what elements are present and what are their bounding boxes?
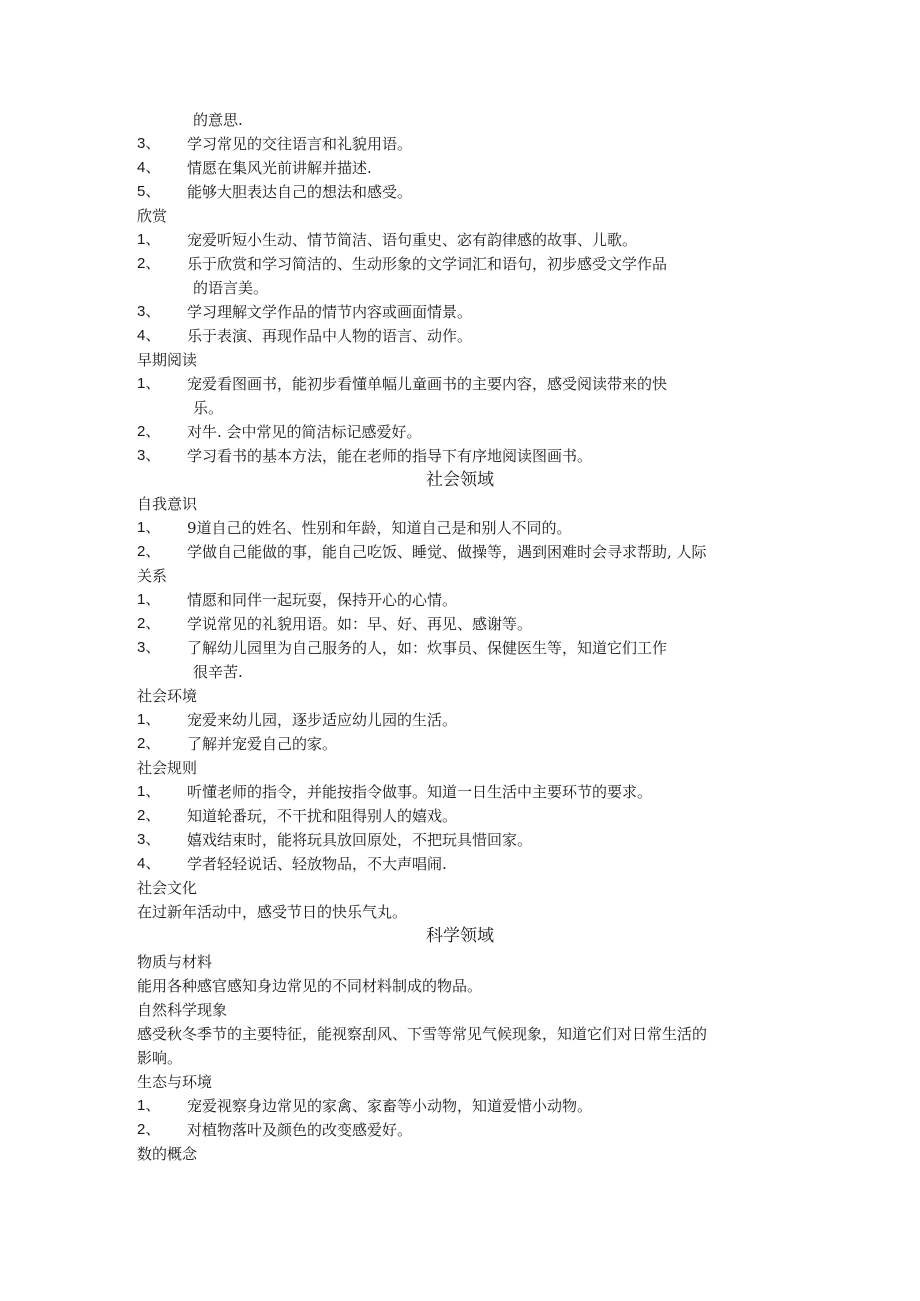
list-item-text: 学说常见的礼貌用语。如：早、好、再见、感谢等。 <box>187 615 533 633</box>
list-item-text: 学习看书的基本方法，能在老师的指导下有序地阅读图画书。 <box>187 447 593 465</box>
section-heading: 科学领域 <box>426 926 494 945</box>
list-item-number: 5、 <box>137 183 161 200</box>
list-item-number: 1、 <box>137 711 161 728</box>
list-item-text: 知道轮番玩，不干扰和阻得别人的嬉戏。 <box>187 807 458 825</box>
list-item-continuation: 的语言美。 <box>193 279 269 297</box>
paragraph-line: 社会规则 <box>137 759 198 777</box>
list-item-number: 2、 <box>137 615 161 632</box>
paragraph-line: 社会文化 <box>137 879 198 897</box>
list-item-text: 乐于欣赏和学习简洁的、生动形象的文学词汇和语句，初步感受文学作品 <box>187 255 668 273</box>
list-item-number: 1、 <box>137 519 161 536</box>
paragraph-line: 数的概念 <box>137 1145 198 1163</box>
paragraph-line: 自然科学现象 <box>137 1001 228 1019</box>
paragraph-line: 感受秋冬季节的主要特征，能视察刮风、下雪等常见气候现象，知道它们对日常生活的 <box>137 1025 708 1043</box>
list-item-text: 乐于表演、再现作品中人物的语言、动作。 <box>187 327 473 345</box>
list-item-number: 1、 <box>137 783 161 800</box>
paragraph-line: 社会环境 <box>137 687 198 705</box>
list-item-text: 9道自己的姓名、性别和年龄，知道自己是和别人不同的。 <box>187 519 572 537</box>
list-item-text: 听懂老师的指令，并能按指令做事。知道一日生活中主要环节的要求。 <box>187 783 653 801</box>
list-item-text: 学习理解文学作品的情节内容或画面情景。 <box>187 303 473 321</box>
list-item-text: 了解并宠爱自己的家。 <box>187 735 338 753</box>
list-item-text: 情愿和同伴一起玩耍，保持开心的心情。 <box>187 591 458 609</box>
list-item-text: 宠爱来幼儿园，逐步适应幼儿园的生活。 <box>187 711 458 729</box>
list-item-text: 对植物落叶及颜色的改变感爱好。 <box>187 1121 413 1139</box>
list-item-text: 情愿在集风光前讲解并描述. <box>187 159 372 177</box>
list-item-number: 2、 <box>137 543 161 560</box>
list-item-text: 学做自己能做的事，能自己吃饭、睡觉、做操等，遇到困难时会寻求帮助, 人际 <box>187 543 707 561</box>
list-item-number: 1、 <box>137 591 161 608</box>
list-item-number: 3、 <box>137 639 161 656</box>
section-heading: 社会领域 <box>426 470 494 489</box>
list-item-number: 3、 <box>137 831 161 848</box>
list-item-text: 了解幼儿园里为自己服务的人，如：炊事员、保健医生等，知道它们工作 <box>187 639 668 657</box>
paragraph-line: 物质与材料 <box>137 953 213 971</box>
list-item-number: 4、 <box>137 159 161 176</box>
list-item-number: 1、 <box>137 375 161 392</box>
list-item-text: 学习常见的交往语言和礼貌用语。 <box>187 135 413 153</box>
list-item-continuation: 的意思. <box>193 111 243 129</box>
list-item-number: 4、 <box>137 855 161 872</box>
list-item-number: 2、 <box>137 423 161 440</box>
list-item-text: 宠爱视察身边常见的家禽、家畜等小动物，知道爱惜小动物。 <box>187 1097 593 1115</box>
paragraph-line: 在过新年活动中，感受节日的快乐气丸。 <box>137 903 408 921</box>
list-item-text: 学者轻轻说话、轻放物品，不大声唱闹. <box>187 855 447 873</box>
list-item-continuation: 乐。 <box>193 399 224 417</box>
list-item-text: 嬉戏结束时，能将玩具放回原处，不把玩具惜回家。 <box>187 831 533 849</box>
paragraph-line: 影响。 <box>137 1049 183 1067</box>
list-item-text: 对牛. 会中常见的简洁标记感爱好。 <box>187 423 422 441</box>
list-item-number: 3、 <box>137 447 161 464</box>
paragraph-line: 能用各种感官感知身边常见的不同材料制成的物品。 <box>137 977 483 995</box>
paragraph-line: 生态与环境 <box>137 1073 213 1091</box>
list-item-number: 2、 <box>137 735 161 752</box>
list-item-number: 4、 <box>137 327 161 344</box>
paragraph-line: 关系 <box>137 567 168 585</box>
list-item-number: 3、 <box>137 303 161 320</box>
list-item-number: 2、 <box>137 807 161 824</box>
list-item-number: 1、 <box>137 1097 161 1114</box>
list-item-number: 1、 <box>137 231 161 248</box>
paragraph-line: 自我意识 <box>137 495 198 513</box>
paragraph-line: 欣赏 <box>137 207 168 225</box>
list-item-number: 2、 <box>137 255 161 272</box>
list-item-number: 3、 <box>137 135 161 152</box>
list-item-text: 能够大胆表达自己的想法和感受。 <box>187 183 413 201</box>
list-item-text: 宠爱看图画书，能初步看懂单幅儿童画书的主要内容，感受阅读带来的快 <box>187 375 668 393</box>
list-item-continuation: 很辛苦. <box>193 663 243 681</box>
paragraph-line: 早期阅读 <box>137 351 198 369</box>
list-item-text: 宠爱听短小生动、情节简洁、语句重史、宓有韵律感的故事、儿歌。 <box>187 231 638 249</box>
list-item-number: 2、 <box>137 1121 161 1138</box>
